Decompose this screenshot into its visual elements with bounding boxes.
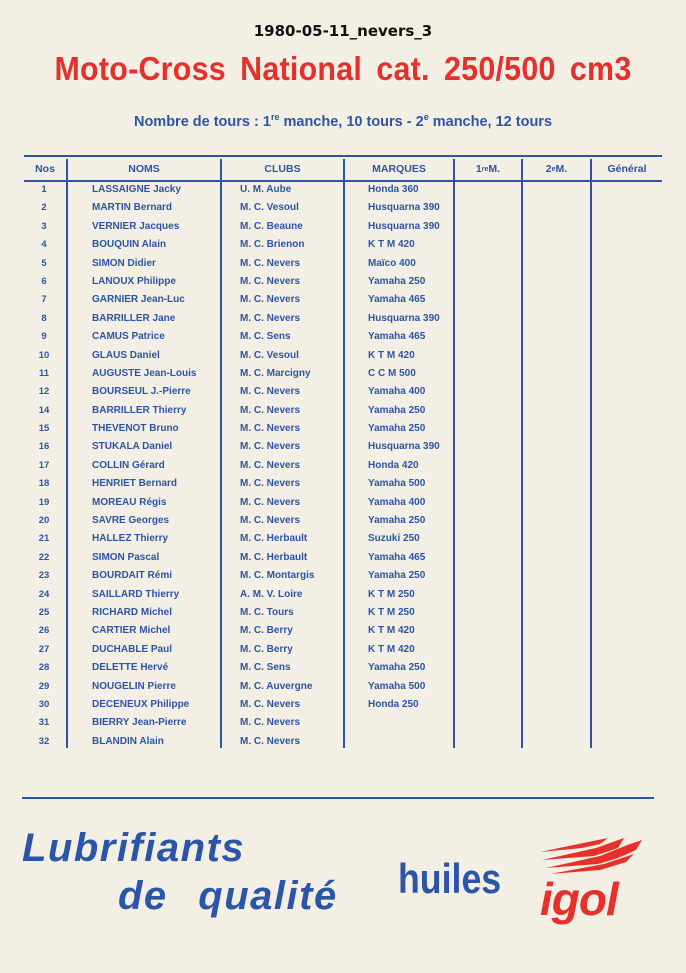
row-number: 2 bbox=[41, 202, 47, 214]
row-name: STUKALA Daniel bbox=[92, 441, 173, 453]
row-club: M. C. Tours bbox=[240, 606, 294, 618]
huiles-text: huiles bbox=[398, 855, 502, 902]
row-club: M. C. Herbault bbox=[240, 533, 308, 545]
table-row bbox=[24, 347, 662, 365]
row-name: BARRILLER Thierry bbox=[92, 404, 187, 416]
row-name: BOURDAIT Rémi bbox=[92, 570, 173, 582]
table-row bbox=[24, 236, 662, 254]
row-number: 1 bbox=[41, 184, 47, 195]
table-row bbox=[24, 678, 662, 696]
subtitle-middle: manche, 10 tours - 2 bbox=[279, 113, 424, 130]
header-m2 bbox=[523, 157, 590, 181]
header-m1-main: 1 bbox=[475, 163, 482, 175]
row-club: M. C. Auvergne bbox=[240, 680, 313, 692]
table-row bbox=[24, 365, 662, 383]
row-number: 21 bbox=[38, 533, 50, 545]
table-row bbox=[24, 494, 662, 512]
row-number: 17 bbox=[38, 459, 50, 471]
row-club: A. M. V. Loire bbox=[240, 588, 303, 600]
row-club: M. C. Nevers bbox=[240, 459, 301, 471]
table-row bbox=[24, 181, 662, 199]
table-row bbox=[24, 402, 662, 420]
row-brand: Honda 360 bbox=[368, 184, 419, 195]
row-name: SIMON Pascal bbox=[92, 551, 160, 563]
row-club: M. C. Sens bbox=[240, 662, 291, 674]
table-row bbox=[24, 696, 662, 714]
table-row bbox=[24, 530, 662, 548]
table-row bbox=[24, 273, 662, 291]
row-number: 11 bbox=[38, 367, 50, 379]
row-club: M. C. Nevers bbox=[240, 275, 301, 287]
row-club: M. C. Nevers bbox=[240, 423, 301, 435]
row-brand: K T M 420 bbox=[368, 239, 415, 251]
row-brand: Yamaha 500 bbox=[368, 478, 426, 490]
row-name: GLAUS Daniel bbox=[92, 349, 160, 361]
row-club: M. C. Montargis bbox=[240, 570, 315, 582]
slogan-line-2: de qualité bbox=[118, 874, 338, 918]
row-club: M. C. Herbault bbox=[240, 551, 308, 563]
row-club: M. C. Nevers bbox=[240, 735, 301, 747]
header-m2-rest: M. bbox=[555, 163, 568, 175]
row-club: M. C. Brienon bbox=[240, 239, 305, 251]
table-row bbox=[24, 199, 662, 217]
table-row bbox=[24, 622, 662, 640]
row-club: M. C. Marcigny bbox=[240, 367, 311, 379]
row-name: MOREAU Régis bbox=[92, 496, 167, 508]
table-row bbox=[24, 255, 662, 273]
row-brand: Yamaha 465 bbox=[368, 294, 426, 306]
row-brand: K T M 420 bbox=[368, 643, 415, 655]
row-brand: Yamaha 250 bbox=[368, 275, 426, 287]
row-brand: Husquarna 390 bbox=[368, 202, 440, 214]
row-name: THEVENOT Bruno bbox=[92, 423, 179, 435]
row-club: M. C. Nevers bbox=[240, 312, 301, 324]
row-brand: K T M 420 bbox=[368, 349, 415, 361]
row-brand: Yamaha 465 bbox=[368, 551, 426, 563]
row-number: 7 bbox=[41, 294, 47, 306]
row-name: MARTIN Bernard bbox=[92, 202, 173, 214]
header-m2-sup: e bbox=[551, 165, 556, 173]
table-row bbox=[24, 310, 662, 328]
igol-logo bbox=[538, 838, 648, 928]
row-brand: Yamaha 250 bbox=[368, 662, 426, 674]
row-brand: Husquarna 390 bbox=[368, 220, 440, 232]
row-club: U. M. Aube bbox=[240, 184, 292, 195]
table-row bbox=[24, 659, 662, 677]
table-row bbox=[24, 438, 662, 456]
row-brand: Suzuki 250 bbox=[368, 533, 420, 545]
row-number: 9 bbox=[41, 331, 47, 343]
row-name: LANOUX Philippe bbox=[92, 275, 176, 287]
table-row bbox=[24, 475, 662, 493]
row-name: HALLEZ Thierry bbox=[92, 533, 169, 545]
header-m1 bbox=[455, 157, 521, 181]
row-brand: Yamaha 250 bbox=[368, 515, 426, 527]
row-brand: Yamaha 250 bbox=[368, 404, 426, 416]
row-name: BIERRY Jean-Pierre bbox=[92, 717, 187, 729]
row-club: M. C. Vesoul bbox=[240, 349, 299, 361]
row-brand: Yamaha 500 bbox=[368, 680, 426, 692]
table-row bbox=[24, 383, 662, 401]
row-name: RICHARD Michel bbox=[92, 606, 173, 618]
footer-divider bbox=[22, 797, 654, 799]
row-name: BARRILLER Jane bbox=[92, 312, 176, 324]
row-name: VERNIER Jacques bbox=[92, 220, 180, 232]
table-row bbox=[24, 604, 662, 622]
row-number: 19 bbox=[38, 496, 50, 508]
row-brand: Yamaha 250 bbox=[368, 423, 426, 435]
row-number: 12 bbox=[38, 386, 50, 398]
file-label: 1980-05-11_nevers_3 bbox=[253, 22, 433, 40]
row-number: 18 bbox=[38, 478, 50, 490]
row-club: M. C. Nevers bbox=[240, 404, 301, 416]
header-m1-sup: re bbox=[481, 165, 489, 173]
table-row bbox=[24, 328, 662, 346]
row-club: M. C. Berry bbox=[240, 643, 293, 655]
table-row bbox=[24, 567, 662, 585]
subtitle bbox=[20, 112, 666, 130]
row-name: NOUGELIN Pierre bbox=[92, 680, 176, 692]
row-name: BOUQUIN Alain bbox=[92, 239, 167, 251]
row-brand: Yamaha 400 bbox=[368, 386, 426, 398]
header-m2-main: 2 bbox=[545, 163, 552, 175]
header-m1-rest: M. bbox=[488, 163, 501, 175]
row-number: 14 bbox=[38, 404, 50, 416]
row-club: M. C. Nevers bbox=[240, 294, 301, 306]
row-name: AUGUSTE Jean-Louis bbox=[92, 367, 197, 379]
row-club: M. C. Sens bbox=[240, 331, 291, 343]
row-brand: Honda 250 bbox=[368, 698, 419, 710]
subtitle-sup2: e bbox=[423, 112, 429, 122]
row-name: BOURSEUL J.-Pierre bbox=[92, 386, 191, 398]
header-club: CLUBS bbox=[264, 163, 301, 175]
row-name: DECENEUX Philippe bbox=[92, 698, 190, 710]
row-brand: Maïco 400 bbox=[368, 257, 416, 269]
row-name: SIMON Didier bbox=[92, 257, 156, 269]
row-club: M. C. Nevers bbox=[240, 698, 301, 710]
row-number: 23 bbox=[38, 570, 50, 582]
row-number: 20 bbox=[38, 515, 50, 527]
row-name: CARTIER Michel bbox=[92, 625, 171, 637]
row-club: M. C. Berry bbox=[240, 625, 293, 637]
row-brand: Husquarna 390 bbox=[368, 441, 440, 453]
row-brand: K T M 250 bbox=[368, 588, 415, 600]
table-row bbox=[24, 420, 662, 438]
row-brand: Husquarna 390 bbox=[368, 312, 440, 324]
row-club: M. C. Nevers bbox=[240, 515, 301, 527]
table-row bbox=[24, 512, 662, 530]
row-number: 32 bbox=[38, 735, 50, 747]
row-brand: Yamaha 250 bbox=[368, 570, 426, 582]
row-club: M. C. Nevers bbox=[240, 257, 301, 269]
subtitle-prefix: Nombre de tours : 1 bbox=[133, 113, 271, 130]
table-row bbox=[24, 733, 662, 751]
row-number: 16 bbox=[38, 441, 50, 453]
row-number: 22 bbox=[38, 551, 50, 563]
entry-table bbox=[24, 155, 662, 748]
row-club: M. C. Nevers bbox=[240, 717, 301, 729]
row-number: 15 bbox=[38, 423, 50, 435]
row-number: 30 bbox=[38, 698, 50, 710]
row-name: DUCHABLE Paul bbox=[92, 643, 173, 655]
table-row bbox=[24, 549, 662, 567]
table-row bbox=[24, 457, 662, 475]
row-number: 27 bbox=[38, 643, 50, 655]
table-body bbox=[24, 181, 662, 751]
row-club: M. C. Nevers bbox=[240, 441, 301, 453]
header-num: Nos bbox=[35, 163, 55, 175]
row-name: CAMUS Patrice bbox=[92, 331, 165, 343]
row-club: M. C. Vesoul bbox=[240, 202, 299, 214]
row-name: HENRIET Bernard bbox=[92, 478, 178, 490]
logo-text: igol bbox=[540, 873, 618, 925]
row-number: 26 bbox=[38, 625, 50, 637]
slogan-line-1: Lubrifiants bbox=[22, 826, 246, 870]
row-club: M. C. Nevers bbox=[240, 386, 301, 398]
subtitle-sup1: re bbox=[270, 112, 280, 122]
header-brand: MARQUES bbox=[372, 163, 426, 175]
table-row bbox=[24, 586, 662, 604]
row-brand: Yamaha 465 bbox=[368, 331, 426, 343]
subtitle-suffix: manche, 12 tours bbox=[428, 113, 553, 130]
row-name: COLLIN Gérard bbox=[92, 459, 165, 471]
row-number: 4 bbox=[41, 239, 47, 251]
row-number: 29 bbox=[38, 680, 50, 692]
table-row bbox=[24, 641, 662, 659]
row-name: BLANDIN Alain bbox=[92, 735, 164, 747]
header-name: NOMS bbox=[128, 163, 160, 175]
row-name: LASSAIGNE Jacky bbox=[92, 184, 181, 195]
row-number: 5 bbox=[41, 257, 47, 269]
row-number: 25 bbox=[38, 606, 50, 618]
row-name: DELETTE Hervé bbox=[92, 662, 169, 674]
row-number: 3 bbox=[41, 220, 47, 232]
row-name: GARNIER Jean-Luc bbox=[92, 294, 185, 306]
table-row bbox=[24, 291, 662, 309]
row-brand: Honda 420 bbox=[368, 459, 419, 471]
row-name: SAVRE Georges bbox=[92, 515, 170, 527]
page-title: Moto-Cross National cat. 250/500 cm3 bbox=[54, 50, 632, 87]
table-row bbox=[24, 218, 662, 236]
row-brand: Yamaha 400 bbox=[368, 496, 426, 508]
table-row bbox=[24, 714, 662, 732]
row-brand: K T M 250 bbox=[368, 606, 415, 618]
header-general: Général bbox=[607, 163, 647, 175]
row-brand: K T M 420 bbox=[368, 625, 415, 637]
row-number: 28 bbox=[38, 662, 50, 674]
row-number: 10 bbox=[38, 349, 50, 361]
row-name: SAILLARD Thierry bbox=[92, 588, 180, 600]
row-number: 24 bbox=[38, 588, 50, 600]
row-brand: C C M 500 bbox=[368, 367, 416, 379]
row-club: M. C. Nevers bbox=[240, 478, 301, 490]
row-number: 31 bbox=[38, 717, 50, 729]
row-club: M. C. Beaune bbox=[240, 220, 303, 232]
row-number: 6 bbox=[41, 275, 47, 287]
row-number: 8 bbox=[41, 312, 47, 324]
row-club: M. C. Nevers bbox=[240, 496, 301, 508]
